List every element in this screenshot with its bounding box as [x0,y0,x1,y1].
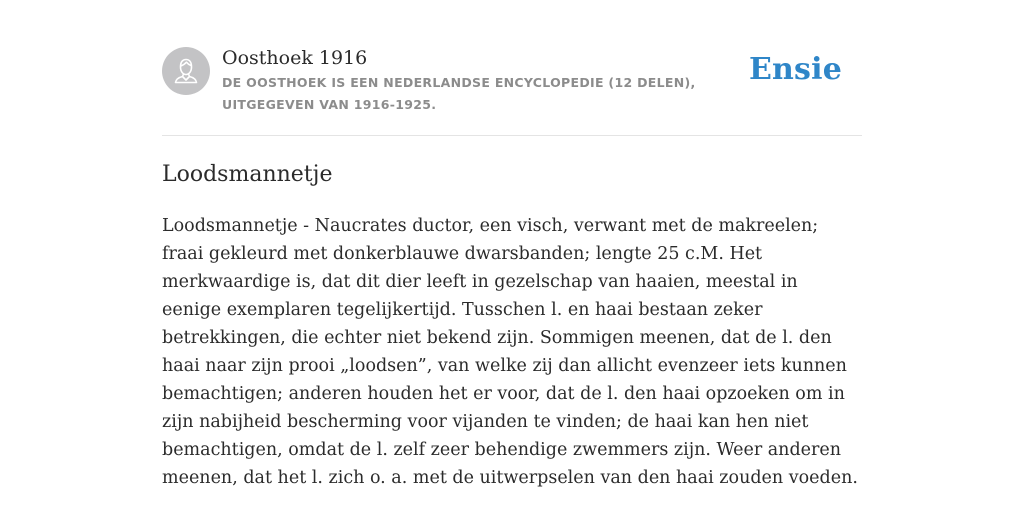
source-description: DE OOSTHOEK IS EEN NEDERLANDSE ENCYCLOPEDIE (12 DELEN), UITGEGEVEN VAN 1916-1925. [222,75,696,112]
page [162,0,862,512]
user-icon [162,47,210,95]
entry-body: Loodsmannetje - Naucrates ductor, een visch, verwant met de makreelen; fraai gekleurd met donkerblauwe dwarsbanden; lengte 25 c.M. Het merkwaardige is, dat dit dier leeft in gezelschap van haaien, meestal in eenige exemplaren tegelijkertijd. Tusschen l. en haai bestaan zeker betrekkingen, die echter niet bekend zijn. Sommigen meenen, dat de l. den haai naar zijn prooi „loodsen”, van welke zij dan allicht evenzeer iets kunnen bemachtigen; anderen houden het er voor, dat de l. den haai opzoeken om in zijn nabijheid bescherming voor vijanden te vinden; de haai kan hen niet bemachtigen, omdat de l. zelf zeer behendige zwemmers zijn. Weer anderen meenen, dat het l. zich o. a. met de uitwerpselen van den haai zouden voeden. [162,216,858,488]
source-title[interactable]: Oosthoek 1916 [222,47,368,69]
header-divider [162,135,862,136]
source-header [162,46,862,116]
entry-title: Loodsmannetje [162,162,333,187]
source-avatar[interactable] [162,47,210,95]
ensie-logo[interactable]: Ensie [748,52,842,87]
